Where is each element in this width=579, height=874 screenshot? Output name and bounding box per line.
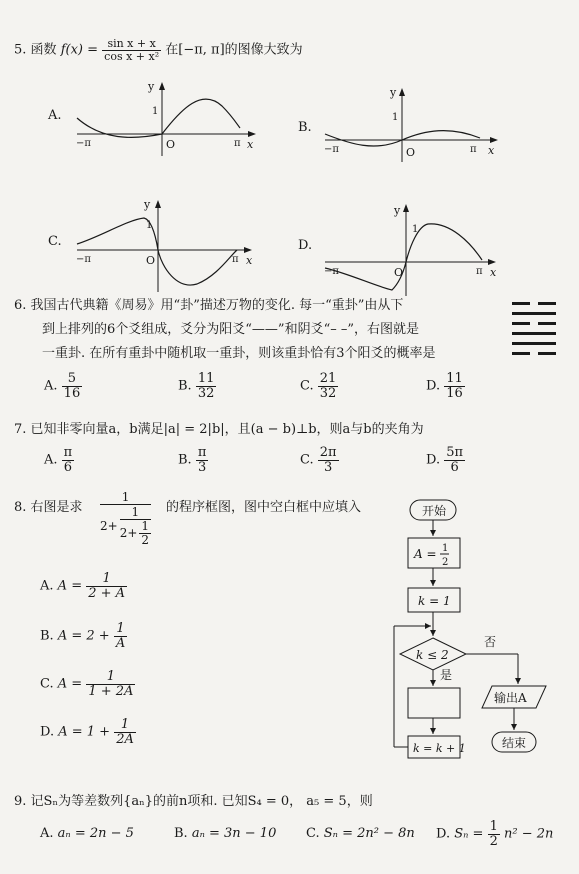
q7-option-a[interactable]: A. $\frac{\pi}{6}$: [44, 445, 73, 475]
flow-init-a-num: 1: [442, 543, 449, 554]
neg-pi-label: −π: [324, 144, 339, 155]
x-axis-label: x: [488, 144, 495, 157]
q9-option-d[interactable]: D. Sₙ = $\frac{1}{2}$ n² − 2n: [436, 819, 554, 849]
q6-option-b[interactable]: B. $\frac{11}{32}$: [178, 371, 215, 401]
q5-graph-d: [320, 202, 510, 298]
q8-number: 8.: [14, 500, 27, 515]
y-axis-label: y: [390, 86, 397, 99]
flow-blank-box: [408, 688, 460, 718]
tick-one: 1: [152, 106, 159, 117]
q8-option-d[interactable]: D. A = 1 + $\frac{1}{2A}$: [40, 717, 134, 747]
q9-option-a[interactable]: A. aₙ = 2n − 5: [40, 826, 134, 841]
q7-option-c[interactable]: C. $\frac{2\pi}{3}$: [300, 445, 337, 475]
flow-no-label: 否: [484, 635, 497, 649]
origin-label: O: [166, 138, 176, 151]
pi-label: π: [476, 266, 483, 277]
pi-label: π: [234, 138, 241, 149]
y-axis-label: y: [148, 80, 155, 93]
q5-number: 5.: [14, 42, 27, 58]
q5-graph-b-letter: B.: [298, 120, 312, 135]
tick-one: 1: [392, 112, 399, 123]
q5-graph-a: [72, 78, 262, 158]
origin-label: O: [406, 146, 416, 159]
x-axis-label: x: [490, 266, 497, 279]
x-axis-label: x: [247, 138, 254, 151]
flow-output-label: 输出A: [494, 691, 527, 705]
q5-graph-a-letter: A.: [48, 108, 62, 123]
q6-option-c[interactable]: C. $\frac{21}{32}$: [300, 371, 337, 401]
flow-init-a-label: A =: [414, 547, 437, 561]
flow-yes-label: 是: [440, 668, 453, 682]
q8-post: 的程序框图，图中空白框中应填入: [166, 500, 362, 515]
q6-line-3: 一重卦. 在所有重卦中随机取一重卦，则该重卦恰有3个阳爻的概率是: [42, 346, 436, 361]
q6-option-d[interactable]: D. $\frac{11}{16}$: [426, 371, 463, 401]
q9-option-b[interactable]: B. aₙ = 3n − 10: [174, 826, 277, 841]
flow-inc-label: k = k + 1: [413, 742, 466, 755]
y-axis-label: y: [394, 204, 401, 217]
q5-graph-c: [72, 198, 262, 294]
q8-option-b[interactable]: B. A = 2 + $\frac{1}{A}$: [40, 621, 126, 651]
q6-line-1: 我国古代典籍《周易》用“卦”描述万物的变化. 每一“重卦”由从下: [30, 298, 404, 313]
tick-one: 1: [412, 224, 419, 235]
flow-init-a-den: 2: [442, 557, 449, 568]
q6-line-2: 到上排列的6个爻组成，爻分为阳爻“——”和阴爻“– –”，右图就是: [42, 322, 419, 337]
origin-label: O: [394, 266, 404, 279]
q9-number: 9.: [14, 794, 27, 809]
q5-fx: f(x) =: [60, 42, 99, 58]
q5-pre: 函数: [30, 42, 57, 58]
q7-option-d[interactable]: D. $\frac{5\pi}{6}$: [426, 445, 464, 475]
q7-option-b[interactable]: B. $\frac{\pi}{3}$: [178, 445, 207, 475]
q5-graph-b: [320, 82, 510, 162]
q7-number: 7.: [14, 422, 27, 437]
q8-option-c[interactable]: C. A = $\frac{1}{1 + 2A}$: [40, 669, 134, 699]
q7-text: 已知非零向量a，b满足|a| = 2|b|，且(a − b)⊥b，则a与b的夹角为: [30, 422, 424, 437]
q6-number: 6.: [14, 298, 27, 313]
q8-option-a[interactable]: A. A = $\frac{1}{2 + A}$: [40, 571, 126, 601]
q9-text: 记Sₙ为等差数列{aₙ}的前n项和. 已知S₄ = 0， a₅ = 5，则: [30, 794, 373, 809]
flow-start-label: 开始: [422, 504, 447, 518]
q5-post: 在[−π, π]的图像大致为: [165, 42, 303, 58]
x-axis-label: x: [246, 254, 253, 267]
q6-option-a[interactable]: A. $\frac{5}{16}$: [44, 371, 81, 401]
pi-label: π: [232, 254, 239, 265]
q5-graph-c-letter: C.: [48, 234, 62, 249]
y-axis-label: y: [144, 198, 151, 211]
origin-label: O: [146, 254, 156, 267]
q8-pre: 右图是求: [30, 500, 83, 515]
q8-flowchart: [386, 496, 556, 764]
flow-cond-label: k ≤ 2: [416, 648, 449, 662]
q8-continued-fraction: 1 2 + 1 2 + $\frac{1}{2}$: [100, 490, 150, 547]
neg-pi-label: −π: [76, 138, 91, 149]
q5-frac-den: cos x + x²: [104, 49, 160, 63]
q5-frac-num: sin x + x: [102, 38, 161, 51]
q5-graph-d-letter: D.: [298, 238, 313, 253]
pi-label: π: [470, 144, 477, 155]
hexagram-icon: [512, 300, 558, 358]
tick-one: 1: [146, 220, 153, 231]
flow-end-label: 结束: [502, 736, 527, 750]
neg-pi-label: −π: [76, 254, 91, 265]
q5-fraction: [102, 38, 161, 62]
neg-pi-label: −π: [324, 266, 339, 277]
flow-init-k-label: k = 1: [418, 594, 451, 608]
q9-option-c[interactable]: C. Sₙ = 2n² − 8n: [306, 826, 415, 841]
